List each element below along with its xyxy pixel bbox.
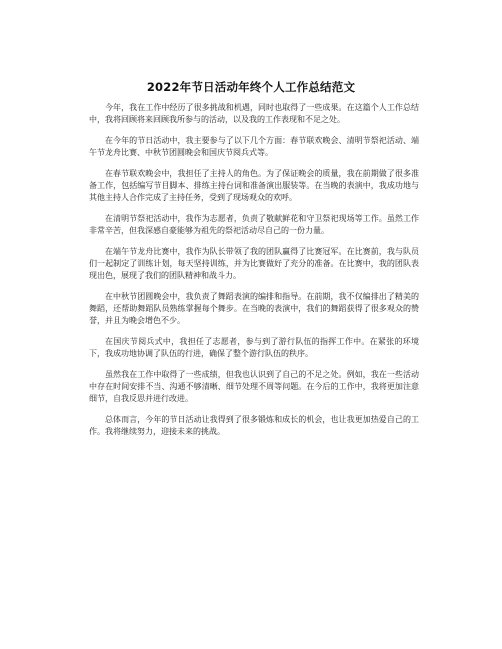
paragraph-5: 在端午节龙舟比赛中，我作为队长带领了我的团队赢得了比赛冠军。在比赛前，我与队员们一起制定了训练计划，每天坚持训练，并为比赛做好了充分的准备。在比赛中，我的团队表现出色，展现了我们的团队精神和战斗力。 (89, 247, 419, 280)
paragraph-2: 在今年的节日活动中，我主要参与了以下几个方面：春节联欢晚会、清明节祭祀活动、端午节龙舟比赛、中秋节团圆晚会和国庆节阅兵式等。 (89, 136, 419, 157)
paragraph-7: 在国庆节阅兵式中，我担任了志愿者，参与到了游行队伍的指挥工作中。在紧张的环境下，我成功地协调了队伍的行进，确保了整个游行队伍的秩序。 (89, 337, 419, 358)
paragraph-1: 今年，我在工作中经历了很多挑战和机遇，同时也取得了一些成果。在这篇个人工作总结中，我将回顾将来回顾我所参与的活动，以及我的工作表现和不足之处。 (89, 103, 419, 124)
paragraph-4: 在清明节祭祀活动中，我作为志愿者，负责了敬献鲜花和守卫祭祀现场等工作。虽然工作非常辛苦，但我深感自豪能够为祖先的祭祀活动尽自己的一份力量。 (89, 214, 419, 235)
document-body (89, 102, 419, 447)
paragraph-9: 总体而言，今年的节日活动让我得到了很多锻炼和成长的机会，也让我更加热爱自己的工作。我将继续努力，迎接未来的挑战。 (89, 415, 419, 436)
paragraph-3: 在春节联欢晚会中，我担任了主持人的角色。为了保证晚会的质量，我在前期做了很多准备工作，包括编写节目脚本、排练主持台词和准备演出服装等。在当晚的表演中，我成功地与其他主持人合作完成了主持任务，受到了现场观众的欢呼。 (89, 169, 419, 202)
document-title: 2022年节日活动年终个人工作总结范文 (146, 80, 356, 94)
paragraph-8: 虽然我在工作中取得了一些成绩，但我也认识到了自己的不足之处。例如，我在一些活动中存在时间安排不当、沟通不够清晰、细节处理不周等问题。在今后的工作中，我将更加注意细节，自我反思并进行改进。 (89, 370, 419, 403)
paragraph-6: 在中秋节团圆晚会中，我负责了舞蹈表演的编排和指导。在前期，我不仅编排出了精美的舞蹈，还帮助舞蹈队员熟练掌握每个舞步。在当晚的表演中，我们的舞蹈获得了很多观众的赞誉，并且为晚会增色不少。 (89, 292, 419, 325)
